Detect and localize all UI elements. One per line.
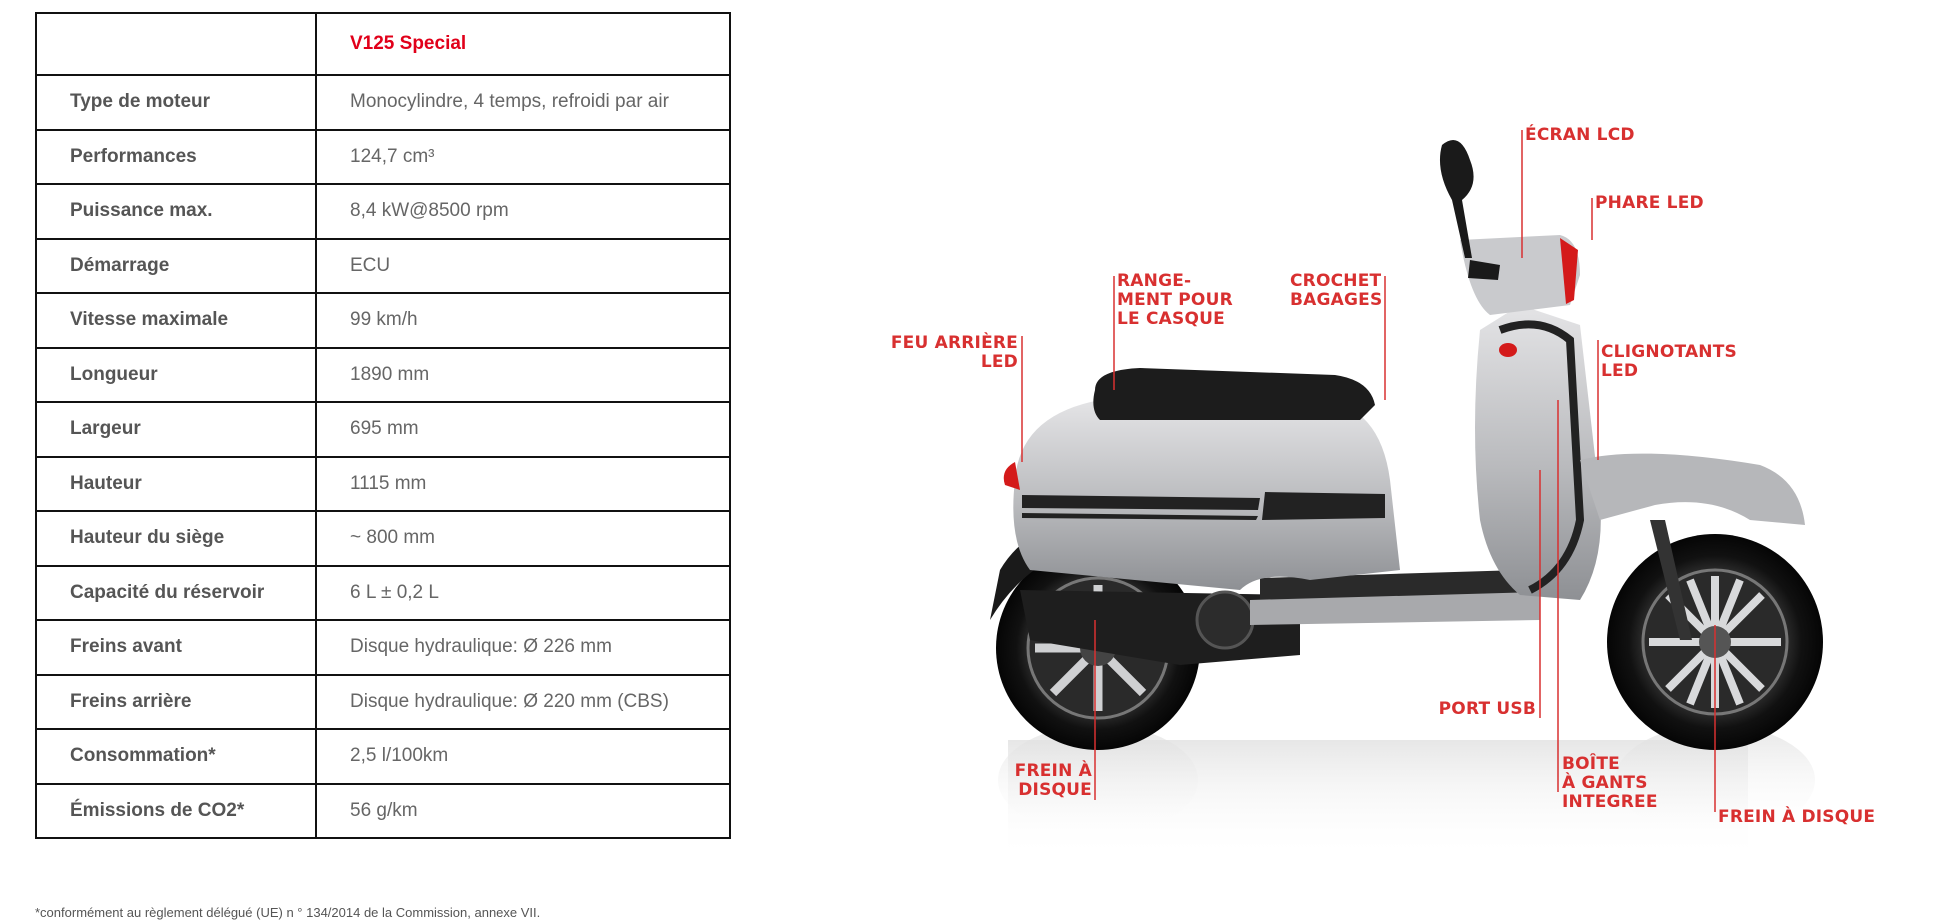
callout-port-usb: PORT USB <box>1438 699 1536 719</box>
row-label: Type de moteur <box>36 75 316 130</box>
callout-clignotants: CLIGNOTANTS LED <box>1601 342 1737 381</box>
row-value: Monocylindre, 4 temps, refroidi par air <box>316 75 730 130</box>
row-label: Freins avant <box>36 620 316 675</box>
table-row <box>36 784 730 839</box>
row-value: Disque hydraulique: Ø 226 mm <box>316 620 730 675</box>
table-row <box>36 184 730 239</box>
callout-frein-arriere: FREIN À DISQUE <box>1014 761 1092 800</box>
row-value: 56 g/km <box>316 784 730 839</box>
row-value: 124,7 cm³ <box>316 130 730 185</box>
mirror <box>1440 140 1474 258</box>
row-label: Démarrage <box>36 239 316 294</box>
row-label: Puissance max. <box>36 184 316 239</box>
row-label: Performances <box>36 130 316 185</box>
scooter-figure <box>880 100 1920 870</box>
table-row <box>36 130 730 185</box>
row-value: 2,5 l/100km <box>316 729 730 784</box>
row-label: Vitesse maximale <box>36 293 316 348</box>
callout-boite-gants: BOÎTE À GANTS INTEGREE <box>1562 754 1658 812</box>
row-label: Longueur <box>36 348 316 403</box>
model-name: V125 Special <box>316 13 730 75</box>
table-row <box>36 457 730 512</box>
row-label: Capacité du réservoir <box>36 566 316 621</box>
row-value: ECU <box>316 239 730 294</box>
row-value: 6 L ± 0,2 L <box>316 566 730 621</box>
row-label: Consommation* <box>36 729 316 784</box>
leg-shield <box>1475 305 1601 600</box>
row-value: Disque hydraulique: Ø 220 mm (CBS) <box>316 675 730 730</box>
table-row <box>36 620 730 675</box>
row-value: ~ 800 mm <box>316 511 730 566</box>
row-label: Largeur <box>36 402 316 457</box>
table-row <box>36 511 730 566</box>
row-label: Freins arrière <box>36 675 316 730</box>
callout-phare-led: PHARE LED <box>1595 193 1704 213</box>
row-value: 99 km/h <box>316 293 730 348</box>
row-value: 8,4 kW@8500 rpm <box>316 184 730 239</box>
callout-rangement-casque: RANGE- MENT POUR LE CASQUE <box>1117 271 1233 329</box>
scooter-illustration <box>880 100 1920 870</box>
row-value: 1890 mm <box>316 348 730 403</box>
table-row <box>36 566 730 621</box>
seat <box>1093 368 1375 420</box>
row-value: 1115 mm <box>316 457 730 512</box>
front-mudguard <box>1580 454 1805 525</box>
callout-feu-arriere: FEU ARRIÈRE LED <box>890 333 1018 372</box>
callout-frein-avant: FREIN À DISQUE <box>1718 807 1876 827</box>
row-value: 695 mm <box>316 402 730 457</box>
table-row <box>36 729 730 784</box>
table-row <box>36 675 730 730</box>
table-row <box>36 402 730 457</box>
table-row <box>36 239 730 294</box>
table-row <box>36 293 730 348</box>
callout-crochet-bagages: CROCHET BAGAGES <box>1290 271 1383 310</box>
row-label: Hauteur <box>36 457 316 512</box>
table-row <box>36 75 730 130</box>
table-header-row <box>36 13 730 75</box>
row-label: Émissions de CO2* <box>36 784 316 839</box>
footnote: *conformément au règlement délégué (UE) n ° 134/2014 de la Commission, annexe VII. <box>35 905 541 920</box>
table-row <box>36 348 730 403</box>
header-empty-cell <box>36 13 316 75</box>
row-label: Hauteur du siège <box>36 511 316 566</box>
callout-ecran-lcd: ÉCRAN LCD <box>1525 125 1635 145</box>
spec-table <box>35 12 731 839</box>
